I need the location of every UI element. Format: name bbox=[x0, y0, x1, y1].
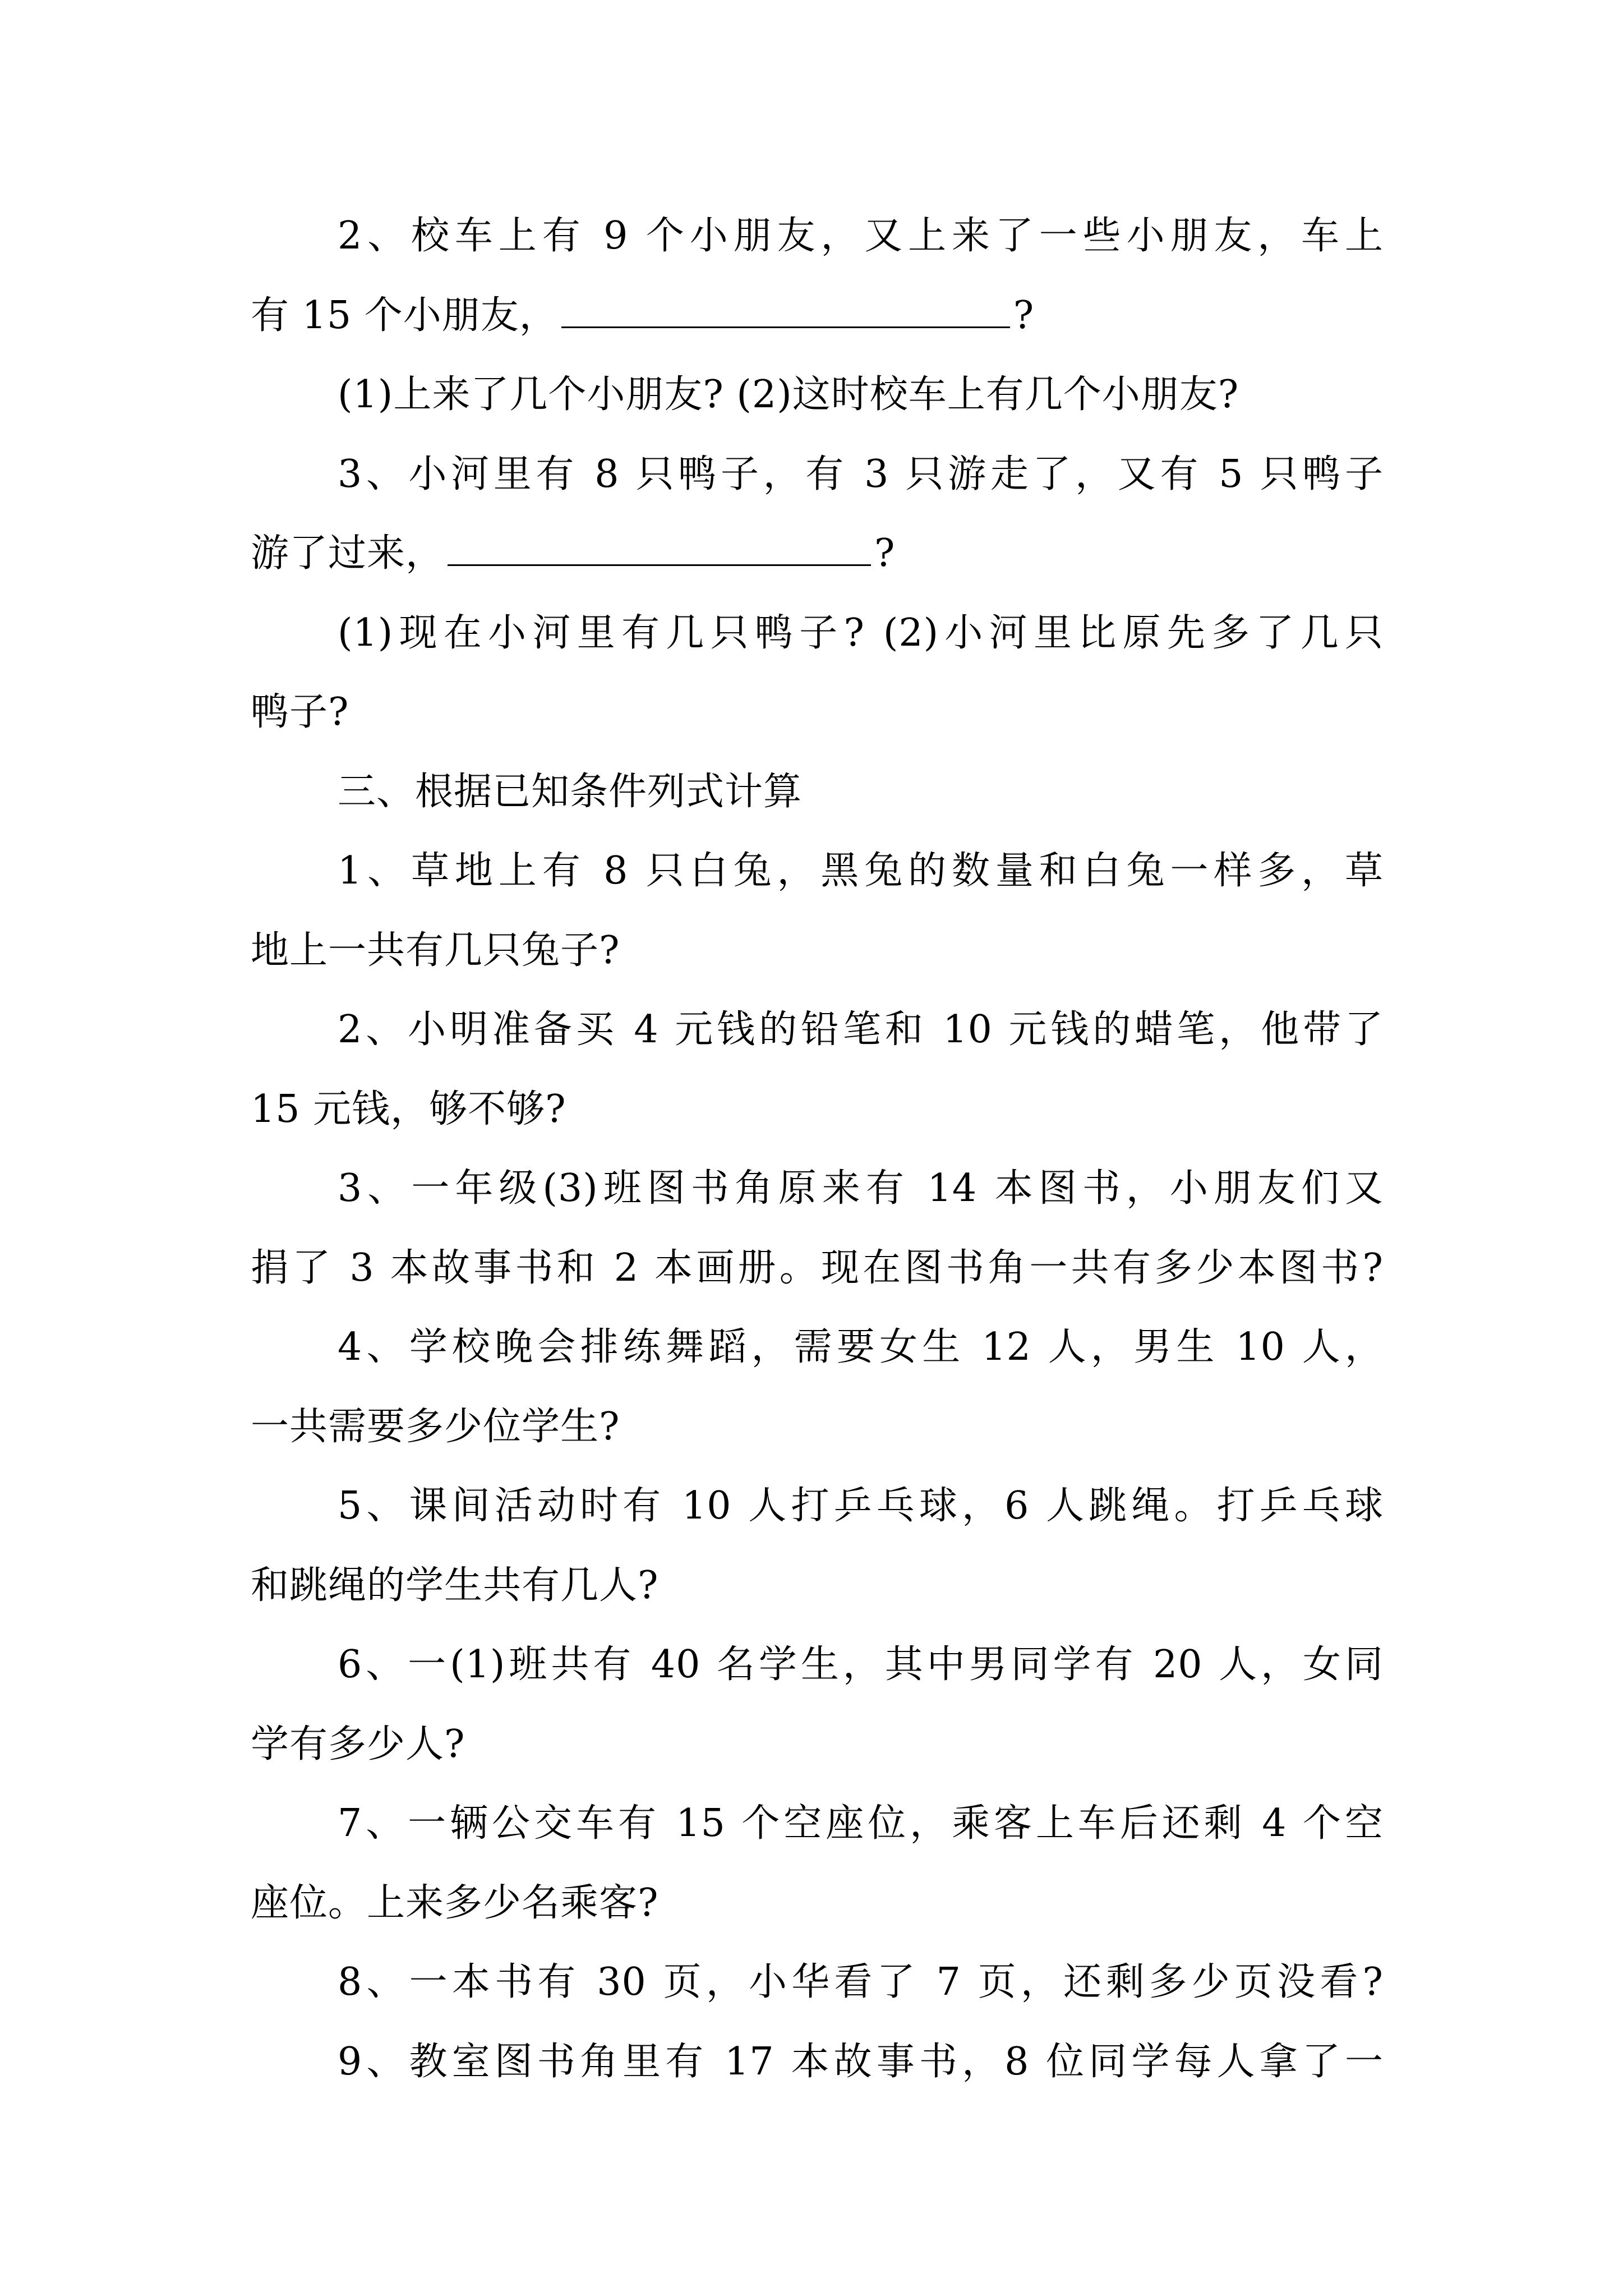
text-line: 一共需要多少位学生? bbox=[251, 1404, 620, 1449]
text-line: 7、一辆公交车有 15 个空座位，乘客上车后还剩 4 个空 bbox=[338, 1801, 1384, 1846]
text-line: 3、一年级(3)班图书角原来有 14 本图书，小朋友们又 bbox=[338, 1166, 1384, 1211]
line-text-after-blank: ? bbox=[874, 531, 896, 576]
line-text-after-blank: ? bbox=[1013, 293, 1035, 338]
text-line: 6、一(1)班共有 40 名学生，其中男同学有 20 人，女同 bbox=[338, 1642, 1384, 1687]
document-page bbox=[251, 196, 1384, 2101]
text-line-with-blank bbox=[251, 514, 1384, 593]
text-line: 3、小河里有 8 只鸭子，有 3 只游走了，又有 5 只鸭子 bbox=[338, 452, 1384, 496]
text-line: 2、校车上有 9 个小朋友，又上来了一些小朋友，车上 bbox=[338, 214, 1384, 258]
fill-in-blank bbox=[448, 532, 871, 566]
text-line: 和跳绳的学生共有几人? bbox=[251, 1563, 659, 1608]
text-line: 座位。上来多少名乘客? bbox=[251, 1880, 659, 1925]
text-line-with-blank bbox=[251, 276, 1384, 356]
text-line: 15 元钱，够不够? bbox=[251, 1087, 566, 1131]
text-line: 9、教室图书角里有 17 本故事书，8 位同学每人拿了一 bbox=[338, 2039, 1384, 2084]
text-line: 5、课间活动时有 10 人打乒乓球，6 人跳绳。打乒乓球 bbox=[338, 1484, 1384, 1528]
line-text-before-blank: 游了过来， bbox=[251, 531, 445, 576]
text-line: 2、小明准备买 4 元钱的铅笔和 10 元钱的蜡笔，他带了 bbox=[338, 1007, 1384, 1052]
text-line: 4、学校晚会排练舞蹈，需要女生 12 人，男生 10 人， bbox=[338, 1325, 1384, 1369]
text-line: 8、一本书有 30 页，小华看了 7 页，还剩多少页没看? bbox=[338, 1960, 1384, 2004]
text-line: (1)现在小河里有几只鸭子? (2)小河里比原先多了几只 bbox=[338, 610, 1384, 655]
line-text-before-blank: 有 15 个小朋友， bbox=[251, 293, 558, 338]
text-line: 地上一共有几只兔子? bbox=[251, 928, 620, 973]
text-line: 鸭子? bbox=[251, 690, 349, 734]
text-line: 捐了 3 本故事书和 2 本画册。现在图书角一共有多少本图书? bbox=[251, 1245, 1384, 1290]
section-heading: 三、根据已知条件列式计算 bbox=[338, 769, 803, 814]
text-line: 1、草地上有 8 只白兔，黑兔的数量和白兔一样多，草 bbox=[338, 849, 1384, 893]
fill-in-blank bbox=[561, 294, 1010, 328]
text-line: 学有多少人? bbox=[251, 1722, 465, 1766]
text-line: (1)上来了几个小朋友? (2)这时校车上有几个小朋友? bbox=[338, 372, 1239, 417]
